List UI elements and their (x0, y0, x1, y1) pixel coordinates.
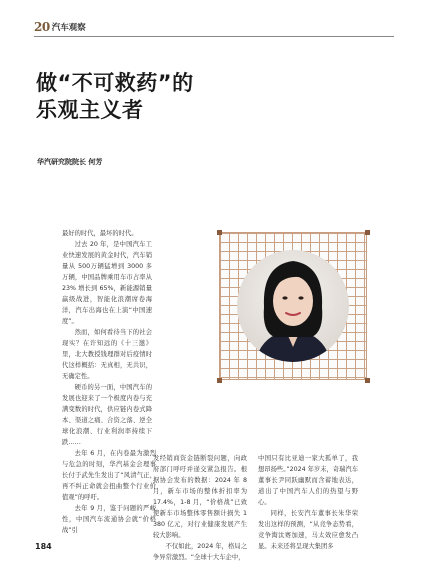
article-title (36, 70, 366, 124)
frame-corner-marker (365, 230, 370, 235)
paragraph: 硬币的另一面，中国汽车的发展也迎来了一个极度内卷与充满变数的时代，供应链内卷式降本、渠道之痛、合资之落、逆全球化浪潮、行业利润率持续下跌…… (62, 384, 152, 446)
section-number: 20 (34, 20, 50, 34)
byline: 华汽研究院院长 何芳 (37, 158, 103, 166)
page-number: 184 (35, 542, 52, 551)
frame-corner-marker (365, 378, 370, 383)
column-2 (153, 453, 247, 563)
paragraph: 去年 9 月，鉴于问题的严峻性，中国汽车流通协会就“价格战”引 (62, 505, 156, 534)
portrait-eye-left (282, 296, 287, 299)
paragraph: 发经销商资金链断裂问题，向政府部门呼吁并递交紧急报告。根据协会发布的数据：2024 年 8 月，新车市场的整体折扣率为 17.4%，1-8 月，“价格战”已致使新车市场整体零售额计损失 1 380 亿元，对行业健康发展产生较大影响。 (153, 455, 247, 539)
section-header (34, 20, 86, 34)
paragraph: 同样，长安汽车董事长朱华荣发出这样的预测，“从竞争态势看，竞争淘汰赛加速，马太效应愈发凸显。未来还将呈现大集团多 (258, 510, 358, 550)
portrait-face (273, 276, 313, 326)
portrait-eye-right (298, 296, 303, 299)
paragraph: 不仅如此，2024 年，格局之争异常激烈。“全球十大车企中， (153, 543, 247, 561)
title-line-1: 做“不可救药”的 (36, 71, 194, 95)
paragraph: 最好的时代，最坏的时代。 (62, 230, 138, 237)
paragraph: 去年 6 月，在内卷最为激烈与危急的时刻，华汽基金会理事长付于武先生发出了“风清气正，再不纠正命就会扭曲整个行业价值观”的呼吁。 (62, 450, 156, 501)
section-title: 汽车观察 (51, 23, 86, 33)
paragraph: 过去 20 年，是中国汽车工业快速发展的黄金时代，汽车销量从 500万辆猛增到 3000 多万辆，中国品牌乘用车市占率从 23% 增长到 65%，新能源销量赢级战进，智能化浪潮席卷海洋，汽车出海也在上演“中国速度”。 (62, 241, 152, 325)
column-1-top (62, 228, 152, 448)
paragraph: 然而，如何看待当下的社会现实？在许知远的《十三邀》里，北大教授钱理群对后疫情时代这样概括：无真相，无共识，无确定性。 (62, 329, 152, 380)
column-1-bottom (62, 448, 156, 536)
header-rule (34, 36, 394, 37)
title-line-2: 乐观主义者 (36, 98, 144, 122)
frame-corner-marker (217, 378, 222, 383)
author-portrait (222, 235, 364, 377)
column-3 (258, 453, 358, 552)
paragraph: 中国只有比亚迪一家大孤单了，我想昂扬些。”2024 年岁末，奇瑞汽车董事长尹同跃幽默而含蓄地表达，道出了中国汽车人们的热望与野心。 (258, 455, 358, 506)
